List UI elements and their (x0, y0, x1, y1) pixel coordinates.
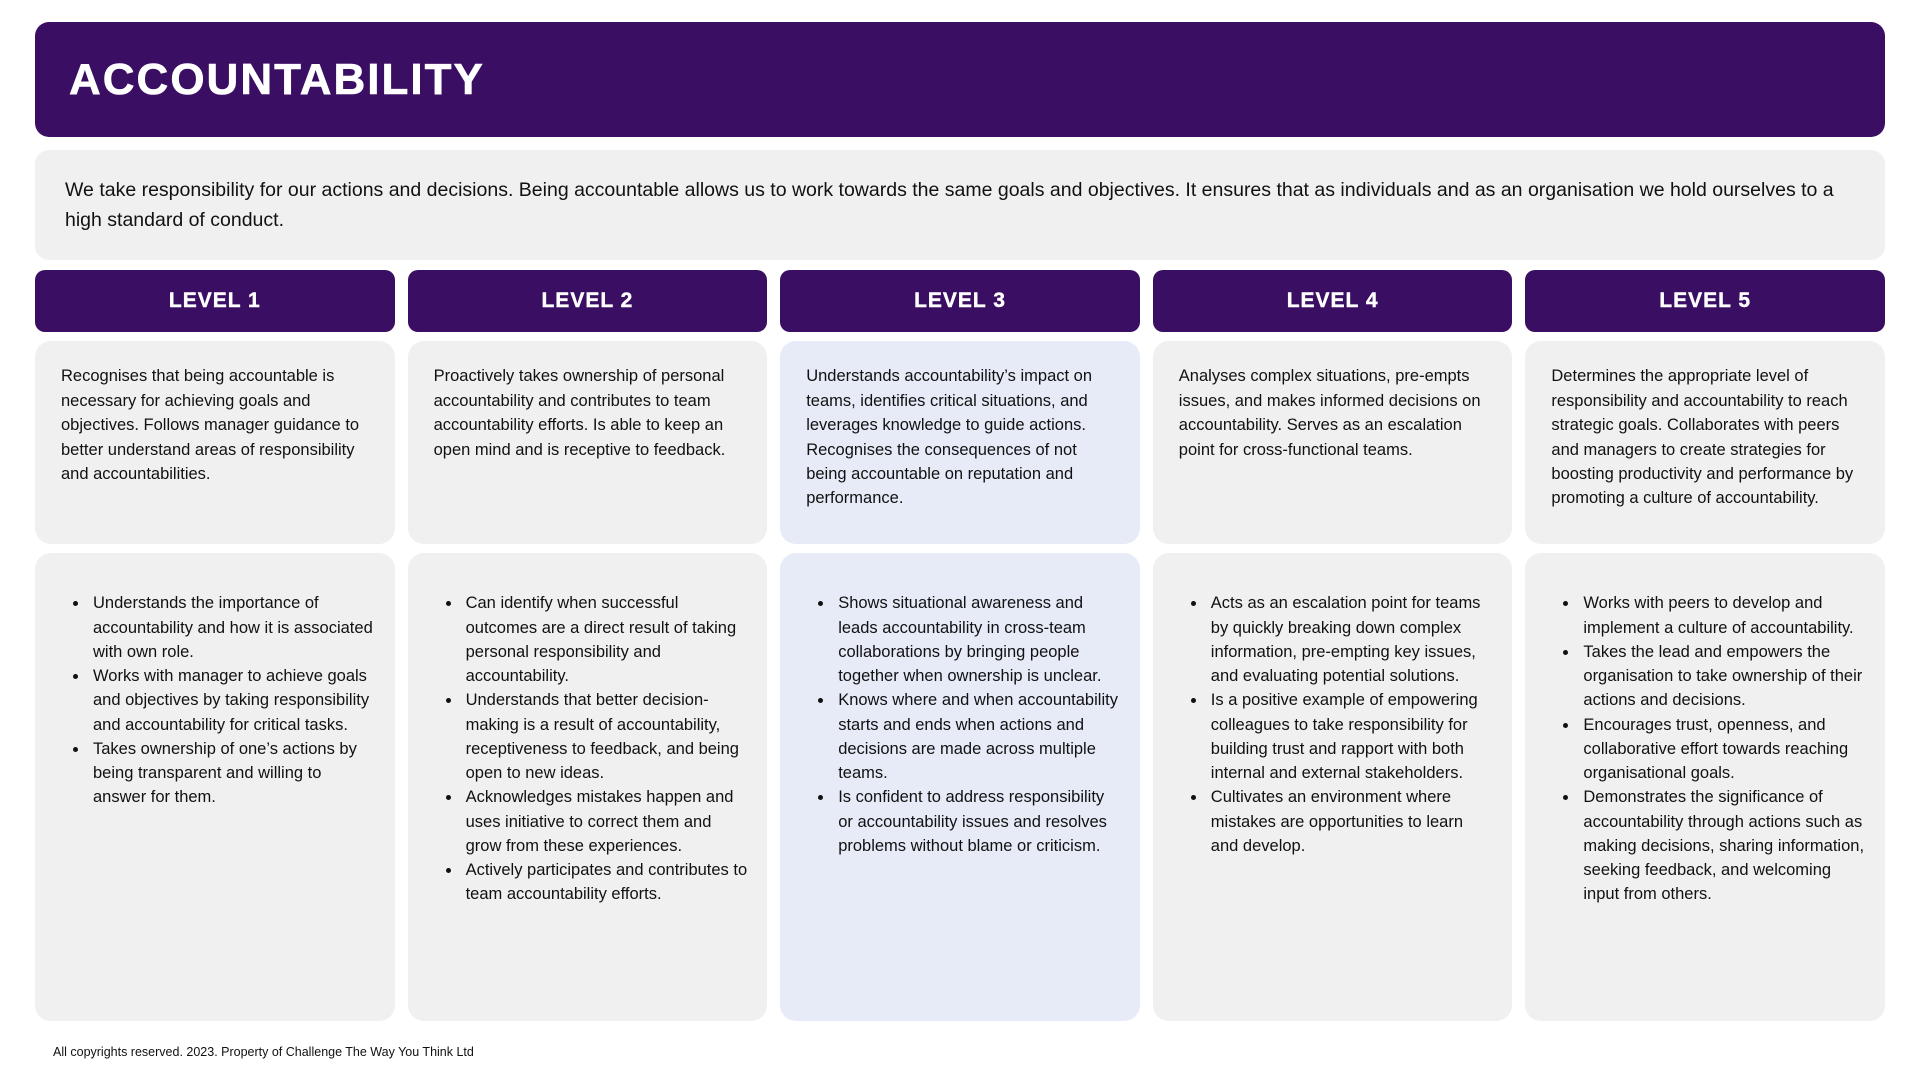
level-bullets-card (1525, 553, 1885, 1021)
level-label: LEVEL 2 (541, 289, 634, 313)
level-bullet-list (812, 591, 1120, 858)
level-summary-card (1525, 341, 1885, 544)
level-label: LEVEL 1 (168, 289, 261, 313)
level-summary-card (408, 341, 768, 544)
intro-box (35, 150, 1885, 260)
bullet-item: • Is confident to address responsibility or accountability issues and resolves problems without blame or criticism. (834, 785, 1120, 858)
level-bullets-card (1153, 553, 1513, 1021)
level-summary-text: Recognises that being accountable is necessary for achieving goals and objectives. Follows manager guidance to better understand areas of responsibility and accountabilities. (61, 367, 360, 484)
level-bullets-card (35, 553, 395, 1021)
bullet-item: • Is a positive example of empowering colleagues to take responsibility for building trust and rapport with both internal and external stakeholders. (1207, 688, 1493, 785)
level-bullets-card (780, 553, 1140, 1021)
level-summary-text: Determines the appropriate level of responsibility and accountability to reach strategic goals. Collaborates with peers and managers to create strategies for boosting productivity and performance by promoting a culture of accountability. (1551, 367, 1854, 508)
bullet-item: • Can identify when successful outcomes are a direct result of taking personal responsibility and accountability. (462, 591, 748, 688)
page-title: ACCOUNTABILITY (69, 54, 485, 104)
bullet-item: • Knows where and when accountability starts and ends when actions and decisions are made across multiple teams. (834, 688, 1120, 785)
title-banner (35, 22, 1885, 137)
level-summary-text: Analyses complex situations, pre-empts issues, and makes informed decisions on accountability. Serves as an escalation point for cross-functional teams. (1178, 367, 1481, 459)
level-label: LEVEL 4 (1286, 289, 1379, 313)
level-bullet-list (67, 591, 375, 809)
levels-grid (35, 270, 1885, 1021)
bullet-item: • Takes ownership of one’s actions by being transparent and willing to answer for them. (89, 737, 375, 810)
level-label: LEVEL 3 (914, 289, 1006, 313)
level-summary-card (1153, 341, 1513, 544)
bullet-item: • Takes the lead and empowers the organisation to take ownership of their actions and decisions. (1579, 640, 1865, 713)
level-header-4 (1153, 270, 1513, 332)
level-summary-text: Proactively takes ownership of personal accountability and contributes to team accountability efforts. Is able to keep an open mind and is receptive to feedback. (433, 367, 726, 459)
level-header-3 (780, 270, 1140, 332)
level-header-5 (1525, 270, 1885, 332)
level-summary-card (780, 341, 1140, 544)
bullet-item: • Works with peers to develop and implement a culture of accountability. (1579, 591, 1865, 640)
bullet-item: • Actively participates and contributes to team accountability efforts. (462, 858, 748, 907)
bullet-item: • Demonstrates the significance of accountability through actions such as making decisions, sharing information, seeking feedback, and welcoming input from others. (1579, 785, 1865, 906)
intro-text: We take responsibility for our actions and decisions. Being accountable allows us to work towards the same goals and objectives. It ensures that as individuals and as an organisation we hold ourselves to a high standard of conduct. (65, 179, 1834, 232)
bullet-item: • Encourages trust, openness, and collaborative effort towards reaching organisational goals. (1579, 713, 1865, 786)
level-header-1 (35, 270, 395, 332)
level-bullet-list (440, 591, 748, 906)
level-bullets-card (408, 553, 768, 1021)
bullet-item: • Works with manager to achieve goals and objectives by taking responsibility and accountability for critical tasks. (89, 664, 375, 737)
bullet-item: • Acknowledges mistakes happen and uses initiative to correct them and grow from these experiences. (462, 785, 748, 858)
level-bullet-list (1185, 591, 1493, 858)
bullet-item: • Acts as an escalation point for teams by quickly breaking down complex information, pre-empting key issues, and evaluating potential solutions. (1207, 591, 1493, 688)
level-bullet-list (1557, 591, 1865, 906)
copyright-footer: All copyrights reserved. 2023. Property of Challenge The Way You Think Ltd (53, 1045, 474, 1060)
bullet-item: • Shows situational awareness and leads accountability in cross-team collaborations by bringing people together when ownership is unclear. (834, 591, 1120, 688)
bullet-item: • Understands that better decision-making is a result of accountability, receptiveness to feedback, and being open to new ideas. (462, 688, 748, 785)
bullet-item: • Cultivates an environment where mistakes are opportunities to learn and develop. (1207, 785, 1493, 858)
bullet-item: • Understands the importance of accountability and how it is associated with own role. (89, 591, 375, 664)
level-header-2 (408, 270, 768, 332)
level-summary-text: Understands accountability’s impact on teams, identifies critical situations, and leverages knowledge to guide actions. Recognises the consequences of not being accountable on reputation and performance. (806, 367, 1093, 508)
level-label: LEVEL 5 (1659, 289, 1752, 313)
level-summary-card (35, 341, 395, 544)
